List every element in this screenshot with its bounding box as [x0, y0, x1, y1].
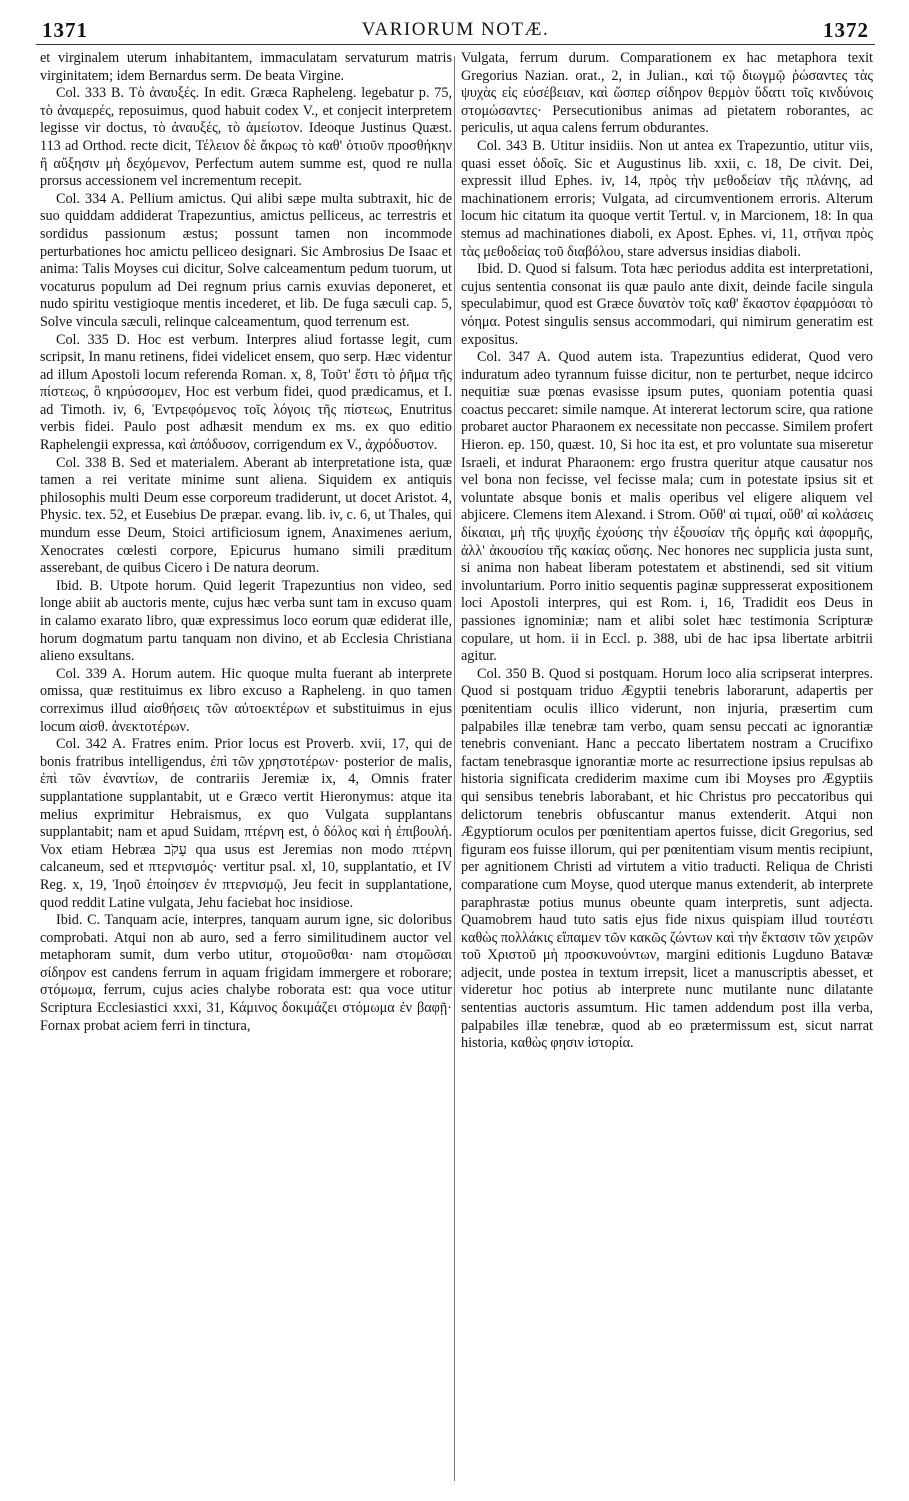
paragraph: Col. 338 B. Sed et materialem. Aberant ab interpretatione ista, quæ tamen a rei veritate minime sunt aliena. Siquidem ex antiquis philosophis multi Deum esse corporeum tradiderunt, ut docet Aristot. 4, Physic. tex. 52, et Eusebius De præpar. evang. lib. iv, c. 6, ut Thales, qui mundum esse Deum, Stoici artificiosum ignem, Anaximenes aerium, Xenocrates cœlesti corpore, Epicurus humano simili præditum asserebant, de quibus Cicero i De natura deorum. [40, 454, 452, 577]
paragraph: Ibid. C. Tanquam acie, interpres, tanquam aurum igne, sic doloribus comprobati. Atqui non ab auro, sed a ferro similitudinem auctor vel metaphoram sumit, dum verbo utitur, στομοῦσθαι· nam στομῶσαι σίδηρον est candens ferrum in aquam frigidam immergere et roborare; στόμωμα, ferrum, cujus acies chalybe roborata est: qua voce utitur Scriptura Ecclesiastici xxxi, 31, Κάμινος δοκιμάζει στόμωμα ἐν βαφῇ· Fornax probat aciem ferri in tinctura, [40, 912, 452, 1034]
paragraph: Col. 334 A. Pellium amictus. Qui alibi sæpe multa subtraxit, hic de suo quiddam addiderat Trapezuntius, amictus pelliceus, ac terrestris et sordidus passionum æstus; possunt tamen non incommode perturbationes hoc amictu pelliceo designari. Sic Ambrosius De Isaac et anima: Talis Moyses cui dicitur, Solve calceamentum pedum tuorum, ut vocaturus populum ad Dei regnum prius carnis exuvias deponeret, et nudo spiritu vestigioque mentis incederet, et lib. De fuga sæculi cap. 5, Solve vincula sæculi, relinque calceamentum, quod terrenum est. [40, 190, 452, 330]
paragraph: Vulgata, ferrum durum. Comparationem ex hac metaphora texit Gregorius Nazian. orat., 2, in Julian., καὶ τῷ διωγμῷ ῥώσαντες τὰς ψυχὰς εἰς εὐσέβειαν, καὶ ὥσπερ σίδηρον θερμὸν ὕδατι τοῖς κινδύνοις στομώσαντες· Persecutionibus animas ad pietatem roborantes, ac periculis, ut aqua calens ferrum obdurantes. [461, 50, 873, 137]
paragraph: Ibid. B. Utpote horum. Quid legerit Trapezuntius non video, sed longe abiit ab auctoris mente, cujus hæc verba sunt tam in excuso quam in calamo exarato libro, quæ expressimus loco eorum quæ ediderat ille, horum dogmatum partu tanquam non divino, et ab Ecclesia Christiana alieno exsultans. [40, 577, 452, 665]
right-page-number: 1372 [823, 18, 869, 42]
right-column [461, 50, 873, 1053]
left-column [40, 50, 452, 1053]
paragraph: Col. 347 A. Quod autem ista. Trapezuntius ediderat, Quod vero induratum adeo tyrannum fuisse dicitur, non te perturbet, neque idcirco nequitiæ suæ pœnas evasisse ipsum putes, quoniam potentia quasi coactus peccaret: simile namque. At intererat lectorum scire, qua ratione probaret auctor Pharaonem ex necessitate non peccasse. Similem profert Hieron. ep. 150, quæst. 10, Si hoc ita est, et pro voluntate sua miseretur Israeli, et indurat Pharaonem: ergo frustra queritur atque causatur nos vel bona non fecisse, vel fecisse mala; cum in potestate ipsius sit et voluntate absque bonis et malis operibus vel eligere aliquem vel abjicere. Clemens item Alexand. i Strom. Οὔθ' αἱ τιμαί, οὔθ' αἱ κολάσεις δίκαιαι, μὴ τῆς ψυχῆς ἐχούσης τὴν ἐξουσίαν τῆς ὁρμῆς καὶ ἀφορμῆς, ἀλλ' ἀκουσίου τῆς κακίας οὔσης. Nec honores nec supplicia justa sunt, si anima non habeat liberam potestatem et abstinendi, sed sit vitium involuntarium. Porro initio sequentis paginæ suppresserat expositionem loci Apostoli interpres, qui est Rom. i, 16, Tradidit eos Deus in passiones ignominiæ; nam et alibi solet hæc testimonia Scripturæ copulare, ut hom. ii in Eccl. p. 388, ubi de hac ipsa libertate arbitrii agitur. [461, 349, 873, 665]
left-page-number: 1371 [42, 18, 88, 42]
paragraph: Col. 335 D. Hoc est verbum. Interpres aliud fortasse legit, cum scripsit, In manu retinens, fidei videlicet ensem, quo serp. Hæc videntur ad illum Apostoli locum referenda Roman. x, 8, Τοῦτ' ἔστι τὸ ῥῆμα τῆς πίστεως, ὃ κηρύσσομεν, Hoc est verbum fidei, quod prædicamus, et I. ad Timoth. iv, 6, Ἐντρεφόμενος τοῖς λόγοις τῆς πίστεως, Enutritus verbis fidei. Paulo post adhæsit mendum ex ms. ex quo editio Raphelengii expressa, καὶ ἀπόδυσον, corrigendum ex V., ἀχρόδυστον. [40, 331, 452, 454]
paragraph: Col. 339 A. Horum autem. Hic quoque multa fuerant ab interprete omissa, quæ restituimus ex libro excuso a Rapheleng. in quo tamen correximus illud αἰσθήσεις τῶν αὐτοεκτέρων et substituimus in ejus locum αἰσθ. ἀνεκτοτέρων. [40, 665, 452, 735]
text-columns [36, 50, 875, 1053]
paragraph: Col. 333 B. Τὸ ἀναυξές. In edit. Græca Rapheleng. legebatur p. 75, τὸ ἀναμερές, reposuimus, quod habuit codex V., et conjecit interpretem legisse vir doctus, τὸ ἀναυξές, τὸ ἀμείωτον. Ideoque Justinus Quæst. 113 ad Orthod. recte dicit, Τέλειον δὲ ἄκρως τὸ καθ' ὁτιοῦν προσθήκην ἢ αὔξησιν μὴ δεχόμενον, Perfectum autem summe est, quod re nulla prorsus accessionem vel incrementum recepit. [40, 85, 452, 190]
paragraph: Col. 343 B. Utitur insidiis. Non ut antea ex Trapezuntio, utitur viis, quasi esset ὁδοῖς. Sic et Augustinus lib. xxii, c. 18, De civit. Dei, expressit illud Ephes. iv, 14, πρὸς τὴν μεθοδείαν τῆς πλάνης, ad machinationem erroris; Vulgata, ad circumventionem erroris. Alterum locum hic citatum ita quoque vertit Tertul. v, in Marcionem, 18: In qua stemus ad machinationes diaboli, ex Apost. Ephes. vi, 11, στῆναι πρὸς τὰς μεθοδείας τοῦ διαβόλου, stare adversus insidias diaboli. [461, 137, 873, 260]
paragraph: Col. 350 B. Quod si postquam. Horum loco alia scripserat interpres. Quod si postquam triduo Ægyptii tenebris laborarunt, adapertis per pœnitentiam oculis illico viderunt, non injuria, præsertim cum palpabiles illæ tenebræ tam verbo, quam sensu peccati ac ignorantiæ tenebris conveniant. Hanc a peccato libertatem nostram a Crucifixo factam tenebrasque ignorantiæ morte ac resurrectione ipsius repulsas ab historia significata crediderim maxime cum ibi Moyses pro Ægyptiis qui sensibus tenebris laborabant, et hic Christus pro peccatoribus qui delictorum tenebris obfuscantur manus extenderit. Atqui non Ægyptiorum oculos per pœnitentiam apertos fuisse, dicit Gregorius, sed figuram eos fuisse illorum, qui per pœnitentiam visum mentis recipiunt, per agnitionem Christi ad virtutem a vitio traducti. Reliqua de Christi comparatione cum Moyse, quod uterque manus extenderit, ab interprete paraphrastæ potius munus obeunte quam interpretis, sunt adjecta. Quamobrem haud tuto satis ejus fide nixus quispiam illud τουτέστι καθὼς πολλάκις εἴπαμεν τῶν κακῶς ζώντων καὶ τὴν ἔκτασιν τῶν χειρῶν τοῦ Χριστοῦ μὴ προσκυνούντων, margini editionis Lugduno Batavæ adjecit, unde postea in textum irrepsit, licet a manuscriptis abesset, et videretur hoc potius ab interprete nunc mutilante nunc dilatante sententias auctoris assumtum. Hic tamen addendum post illa verba, palpabiles illæ tenebræ, quod ab eo prætermissum est, sicut narrat historia, καθὼς φησιν ἱστορία. [461, 665, 873, 1052]
running-header [36, 14, 875, 45]
column-divider [454, 56, 455, 1481]
paragraph: Ibid. D. Quod si falsum. Tota hæc periodus addita est interpretationi, cujus sententia consonat iis quæ paulo ante dixit, deinde facile singula speculabimur, quod est Græce δυνατὸν τοῖς καθ' ἕκαστον ἐφαρμόσαι τὸ νόημα. Potest singulis sensus accommodari, qui nimirum generatim est expositus. [461, 261, 873, 348]
running-title: VARIORUM NOTÆ. [361, 19, 550, 40]
paragraph: Col. 342 A. Fratres enim. Prior locus est Proverb. xvii, 17, qui de bonis fratribus intelligendus, ἐπὶ τῶν χρηστοτέρων· posterior de malis, ἐπὶ τῶν ἐναντίων, de contrariis Jeremiæ ix, 4, Omnis frater supplantatione supplantabit, ut e Græco vertit Hieronymus: atque ita melius exprimitur Hebraismus, ex quo Vulgata supplantans supplantabit; nam et apud Suidam, πτέρνη est, ὁ δόλος καὶ ἡ ἐπιβουλή. Vox etiam Hebræa עָקֹב qua usus est Jeremias non modo πτέρνη calcaneum, sed et πτερνισμός· vertitur psal. xl, 10, supplantatio, et IV Reg. x, 19, Ἰηοῦ ἐποίησεν ἐν πτερνισμῷ, Jeu fecit in supplantatione, quod reddit Latine vulgata, Jehu faciebat hoc insidiose. [40, 736, 452, 911]
paragraph: et virginalem uterum inhabitantem, immaculatam servaturum matris virginitatem; idem Bernardus serm. De beata Virgine. [40, 50, 452, 84]
